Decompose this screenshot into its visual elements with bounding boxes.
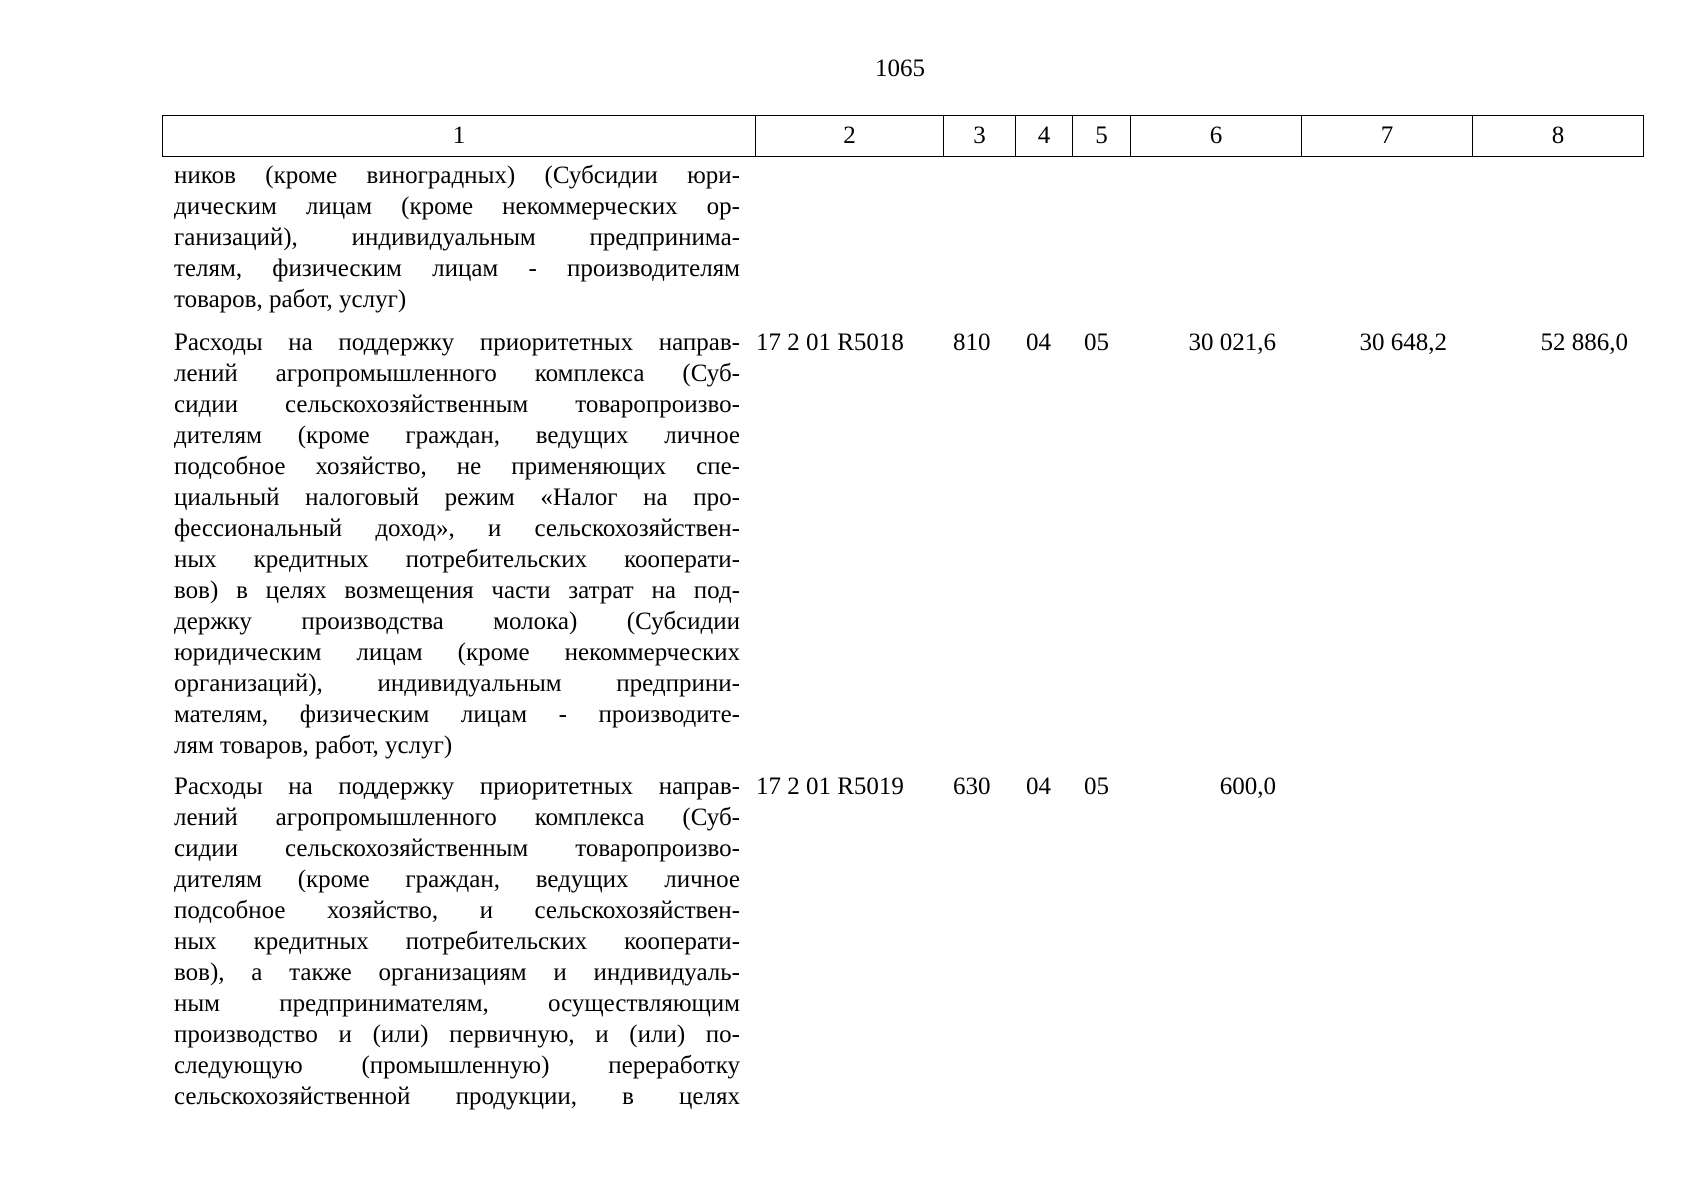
header-col-7: 7 xyxy=(1302,116,1473,157)
description-line: Расходы на поддержку приоритетных направ- xyxy=(174,329,740,356)
description-line: организаций), индивидуальным предприни- xyxy=(174,670,740,697)
description-line: лям товаров, работ, услуг) xyxy=(174,732,453,759)
description-line: телям, физическим лицам - производителям xyxy=(174,255,740,282)
description-line: лений агропромышленного комплекса (Суб- xyxy=(174,360,740,387)
row-description xyxy=(174,160,740,315)
description-line: ников (кроме виноградных) (Субсидии юри- xyxy=(174,162,740,189)
header-col-4: 4 xyxy=(1016,116,1073,157)
row-code: 17 2 01 R5019 xyxy=(756,773,904,800)
description-line: товаров, работ, услуг) xyxy=(174,286,407,313)
header-col-8: 8 xyxy=(1473,116,1644,157)
row-col-4: 04 xyxy=(1026,773,1051,800)
description-line: ганизаций), индивидуальным предпринима- xyxy=(174,224,740,251)
description-line: вов) в целях возмещения части затрат на под- xyxy=(174,577,740,604)
description-line: сельскохозяйственной продукции, в целях xyxy=(174,1083,740,1110)
description-line: держку производства молока) (Субсидии xyxy=(174,608,740,635)
description-line: ных кредитных потребительских кооперати- xyxy=(174,928,740,955)
table-header xyxy=(162,115,1644,157)
description-line: мателям, физическим лицам - производите- xyxy=(174,701,740,728)
description-line: подсобное хозяйство, и сельскохозяйствен- xyxy=(174,897,740,924)
page-number: 1065 xyxy=(875,55,925,82)
header-col-1: 1 xyxy=(163,116,756,157)
description-line: юридическим лицам (кроме некоммерческих xyxy=(174,639,740,666)
row-description xyxy=(174,327,740,761)
description-line: следующую (промышленную) переработку xyxy=(174,1052,740,1079)
row-col-6: 30 021,6 xyxy=(1188,329,1276,356)
row-description xyxy=(174,771,740,1112)
description-line: ным предпринимателям, осуществляющим xyxy=(174,990,740,1017)
row-col-6: 600,0 xyxy=(1219,773,1276,800)
description-line: циальный налоговый режим «Налог на про- xyxy=(174,484,740,511)
row-code: 17 2 01 R5018 xyxy=(756,329,904,356)
row-col-7: 30 648,2 xyxy=(1359,329,1447,356)
header-col-2: 2 xyxy=(756,116,944,157)
description-line: лений агропромышленного комплекса (Суб- xyxy=(174,804,740,831)
row-col-5: 05 xyxy=(1084,773,1109,800)
description-line: производство и (или) первичную, и (или) по- xyxy=(174,1021,740,1048)
header-col-6: 6 xyxy=(1131,116,1302,157)
description-line: сидии сельскохозяйственным товаропроизво- xyxy=(174,835,740,862)
header-col-3: 3 xyxy=(944,116,1016,157)
description-line: вов), а также организациям и индивидуаль- xyxy=(174,959,740,986)
description-line: подсобное хозяйство, не применяющих спе- xyxy=(174,453,740,480)
description-line: Расходы на поддержку приоритетных направ- xyxy=(174,773,740,800)
row-col-5: 05 xyxy=(1084,329,1109,356)
description-line: ных кредитных потребительских кооперати- xyxy=(174,546,740,573)
description-line: дическим лицам (кроме некоммерческих ор- xyxy=(174,193,740,220)
row-col-3: 630 xyxy=(953,773,991,800)
row-col-8: 52 886,0 xyxy=(1540,329,1628,356)
description-line: дителям (кроме граждан, ведущих личное xyxy=(174,422,740,449)
description-line: сидии сельскохозяйственным товаропроизво- xyxy=(174,391,740,418)
description-line: фессиональный доход», и сельскохозяйствен- xyxy=(174,515,740,542)
header-col-5: 5 xyxy=(1073,116,1131,157)
row-col-4: 04 xyxy=(1026,329,1051,356)
row-col-3: 810 xyxy=(953,329,991,356)
description-line: дителям (кроме граждан, ведущих личное xyxy=(174,866,740,893)
